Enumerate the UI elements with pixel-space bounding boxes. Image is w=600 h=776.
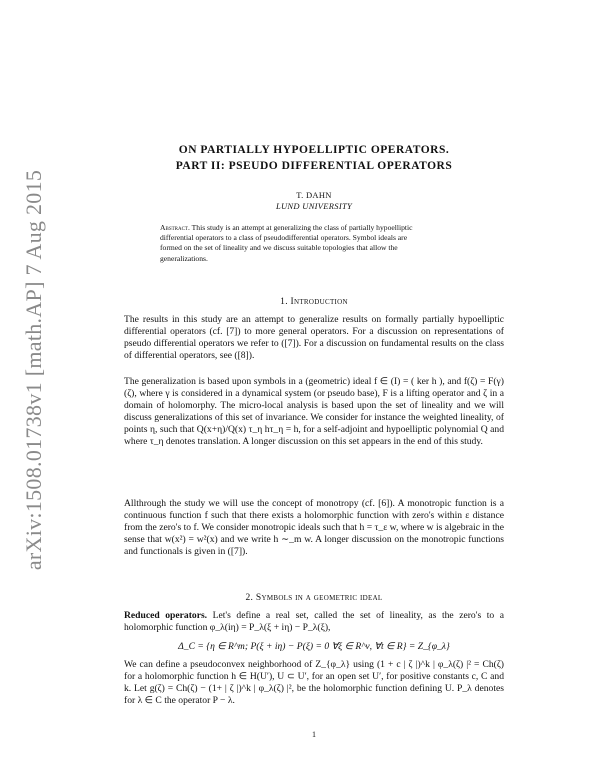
intro-paragraph-2: The generalization is based upon symbols in a (geometric) ideal f ∈ (I) = ( ker h ), and f(ζ) = F(γ)(ζ), where γ is considered in a dynamical system (or pseudo base), F is a lifting operator and ζ in a domain of holomorphy. The micro-local analysis is based upon the set of lineality and we will discuss generalizations of this set of invariance. We consider for instance the weighted lineality, of points η, such that Q(x+η)/Q(x) τ_η hτ_η = h, for a self-adjoint and hypoelliptic polynomial Q and where τ_η denotes translation. A longer discussion on this set appears in the end of this study. xyxy=(124,376,504,448)
lineality-set-formula: Δ_C = {η ∈ R^m; P(ξ + iη) − P(ξ) = 0 ∀ξ ∈ R^ν, ∀t ∈ R} = Z_{φ_λ} xyxy=(178,641,450,652)
page-number: 1 xyxy=(312,730,316,739)
arxiv-sidebar-stamp xyxy=(14,0,54,776)
reduced-operators-label: Reduced operators. xyxy=(124,610,208,621)
abstract-label: Abstract. xyxy=(160,223,190,232)
reduced-operators-text: Let's define a real set, called the set of lineality, as the zero's to a holomorphic function φ_λ(iη) = P_λ(ξ + iη) − P_λ(ξ), xyxy=(124,610,504,634)
paper-title-line-2: PART II: PSEUDO DIFFERENTIAL OPERATORS xyxy=(175,160,453,172)
paper-title-line-1: ON PARTIALLY HYPOELLIPTIC OPERATORS. xyxy=(178,144,450,156)
abstract-text: This study is an attempt at generalizing the class of partially hypoelliptic differential operators to a class of pseudodifferential operators. Symbol ideals are formed on the set of lineality and we discuss suitable topologies that allow the generalizations. xyxy=(160,223,413,263)
section-heading-introduction: 1. Introduction xyxy=(280,297,348,307)
intro-paragraph-1: The results in this study are an attempt to generalize results on formally partially hypoelliptic differential operators (cf. [7]) to more general operators. For a discussion on representations of pseudo differential operators we refer to ([7]). For a discussion on fundamental results on the class of differential operators, see ([8]). xyxy=(124,314,504,362)
section-heading-symbols: 2. Symbols in a geometric ideal xyxy=(245,593,383,603)
arxiv-id-label: arXiv:1508.01738v1 [math.AP] 7 Aug 2015 xyxy=(21,169,46,571)
neighborhood-paragraph: We can define a pseudoconvex neighborhood of Z_{φ_λ} using (1 + c | ζ |)^k | φ_λ(ζ) |² = Ch(ζ) for a holomorphic function h ∈ H(U′), U ⊂ U′, for an open set U′, for positive constants c, C and k. Let g(ζ) = Ch(ζ) − (1+ | ζ |)^k | φ_λ(ζ) |², be the holomorphic function defining U. P_λ denotes for λ ∈ C the operator P − λ. xyxy=(124,659,504,707)
abstract xyxy=(160,223,422,264)
author-affiliation: LUND UNIVERSITY xyxy=(275,201,353,211)
author-name: T. DAHN xyxy=(296,190,332,200)
reduced-operators-paragraph xyxy=(124,610,504,634)
intro-paragraph-3: Allthrough the study we will use the concept of monotropy (cf. [6]). A monotropic function is a continuous function f such that there exists a holomorphic function with zero's within ε distance from the zero's to f. We consider monotropic ideals such that h = τ_ε w, where w is algebraic in the sense that w(x²) = w²(x) and we write h ∼_m w. A longer discussion on the monotropic functions and functionals is given in ([7]). xyxy=(124,498,504,558)
